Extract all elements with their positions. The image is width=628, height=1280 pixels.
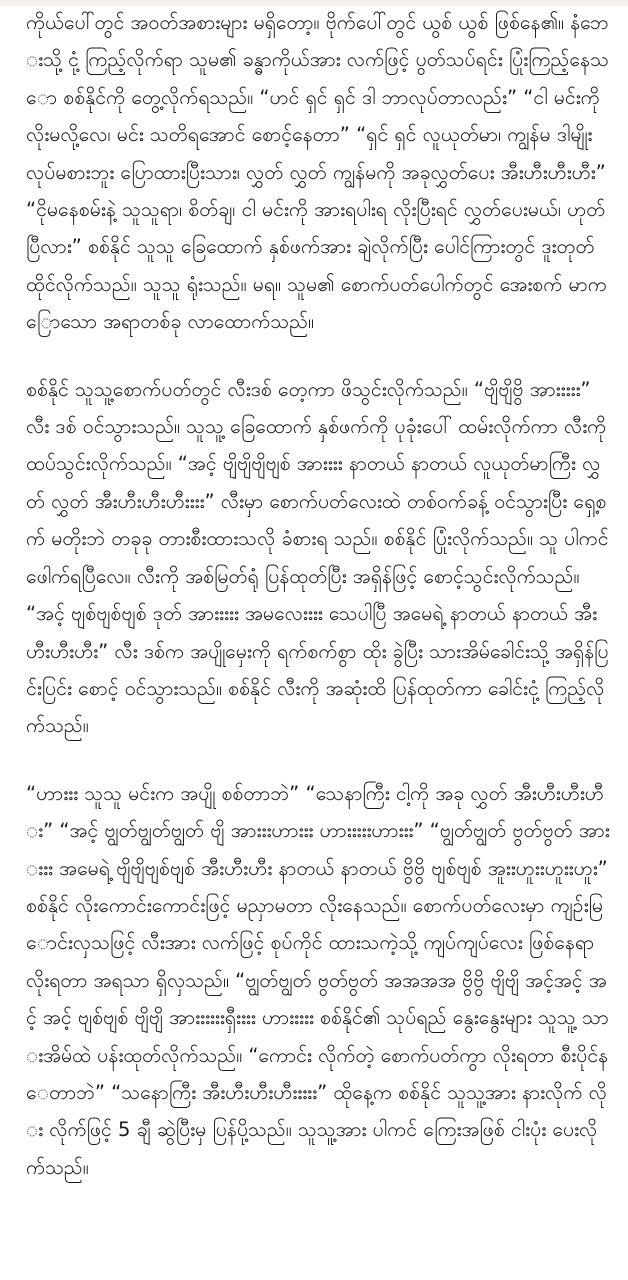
story-body <box>26 4 610 1274</box>
paragraph-2: စစ်နိုင် သူသူ့စောက်ပတ်တွင် လီးဒစ် တေ့ကာ ဖိသွင်းလိုက်သည်။ “ဗျိဗျိဗွိ အားးးးး” လီး ဒစ် ဝင်သွားသည်။ သူသူ့ ခြေထောက် နှစ်ဖက်ကို ပုခုံးပေါ် ထမ်းလိုက်ကာ လီးကို ထပ်သွင်းလိုက်သည်။ “အင့် ဗျိဗျိဗျိဗျစ် အားးးး နာတယ် နာတယ် လူယုတ်မာကြီး လွှတ် လွှတ် အီးဟီးဟီးဟီးးးး” လီးမှာ စောက်ပတ်လေးထဲ တစ်ဝက်ခန့် ဝင်သွားပြီး ရှေ့စက် မတိုးဘဲ တခုခု တားစီးထားသလို ခံစားရ သည်။ စစ်နိုင် ပြုံးလိုက်သည်။ သူ ပါကင် ဖေါက်ရပြီလေ။ လီးကို အစ်မြတ်ရုံ ပြန်ထုတ်ပြီး အရှိန်ဖြင့် စောင့်သွင်းလိုက်သည်။ “အင့် ဗျစ်ဗျစ်ဗျစ် ဒုတ် အားးးးး အမလေးးးး သေပါပြီ အမေရဲ့ နာတယ် နာတယ် အီးဟီးဟီးဟီး” လီး ဒစ်က အပျိုမှေးကို ရက်စက်စွာ ထိုး ခွဲပြီး သားအိမ်ခေါင်းသို့ အရှိန်ပြင်းပြင်း စောင့် ဝင်သွားသည်။ စစ်နိုင် လီးကို အဆုံးထိ ပြန်ထုတ်ကာ ခေါင်းငုံ့ ကြည့်လိုက်သည်။ <box>26 377 609 738</box>
paragraph-1: ကိုယ်ပေါ်တွင် အဝတ်အစားများ မရှိတော့။ ဗိုက်ပေါ်တွင် ယွစ် ယွစ် ဖြစ်နေ၏။ နံဘေးသို့ ငုံ့ ကြည့်လိုက်ရာ သူမ၏ ခန္ဓာကိုယ်အား လက်ဖြင့် ပွတ်သပ်ရင်း ပြုံးကြည့်နေသော စစ်နိုင်ကို တွေ့လိုက်ရသည်။ “ဟင် ရှင် ရှင် ဒါ ဘာလုပ်တာလည်း” “ငါ မင်းကို လိုးမလို့လေ၊ မင်း သတိရအောင် စောင့်နေတာ” “ရှင် ရှင် လူယုတ်မာ၊ ကျွန်မ ဒါမျိုး လုပ်မစားဘူး ပြောထားပြီးသား၊ လွှတ် လွှတ် ကျွန်မကို အခုလွှတ်ပေး အီးဟီးဟီးဟီး” “ငိုမနေစမ်းနဲ့ သူသူရာ၊ စိတ်ချ၊ ငါ မင်းကို အားရပါးရ လိုးပြီးရင် လွှတ်ပေးမယ်၊ ဟုတ်ပြီလား” စစ်နိုင် သူသူ ခြေထောက် နှစ်ဖက်အား ချဲလိုက်ပြီး ပေါင်ကြားတွင် ဒူးတုတ် ထိုင်လိုက်သည်။ သူသူ ရုံးသည်။ မရ။ သူမ၏ စောက်ပတ်ပေါက်တွင် အေးစက် မာကြောသော အရာတစ်ခု လာထောက်သည်။ <box>26 11 609 334</box>
paragraph-3: “ဟားးး သူသူ မင်းက အပျို စစ်တာဘဲ” “သေနာကြီး ငါ့ကို အခု လွှတ် အီးဟီးဟီးဟီး” “အင့် ဗျွတ်ဗျွတ်ဗျွတ် ဗျိ အားးးဟားးး ဟားးးးးဟားးး” “ဗျွတ်ဗျွတ် ဗွတ်ဗွတ် အားးးး အမေရဲ့ ဗျိဗျိဗျစ်ဗျစ် အီးဟီးဟီး နာတယ် နာတယ် ဗွိဗွိ ဗျစ်ဗျစ် အူးးဟူးးဟူးးဟူး” စစ်နိုင် လိုးကောင်းကောင်းဖြင့် မညှာမတာ လိုးနေသည်။ စောက်ပတ်လေးမှာ ကျဉ်းမြောင်းလှသဖြင့် လီးအား လက်ဖြင့် စုပ်ကိုင် ထားသကဲ့သို့ ကျပ်ကျပ်လေး ဖြစ်နေရာ လိုးရတာ အရသာ ရှိလှသည်။ “ဗျွတ်ဗျွတ် ဗွတ်ဗွတ် အအအအ ဗွိဗွိ ဗျိဗျိ အင့်အင့် အင့် အင့် ဗျစ်ဗျစ် ဗျိဗျိ အားးးးးးရှီးးးး ဟားးးးး စစ်နိုင်၏ သုပ်ရည် နွေးနွေးများ သူသူ့ သားအိမ်ထဲ ပန်းထုတ်လိုက်သည်။ “ကောင်း လိုက်တဲ့ စောက်ပတ်ကွာ လိုးရတာ စီးပိုင်နေတာဘဲ” “သနောကြီး အီးဟီးဟီးဟီးးးးး” ထိုနေ့က စစ်နိုင် သူသူ့အား နားလိုက် လိုး လိုက်ဖြင့် 5 ချီ ဆွဲပြီးမှ ပြန်ပို့သည်။ သူသူ့အား ပါကင် ကြေးအဖြစ် ငါးပုံး ပေးလိုက်သည်။ <box>26 781 610 1179</box>
